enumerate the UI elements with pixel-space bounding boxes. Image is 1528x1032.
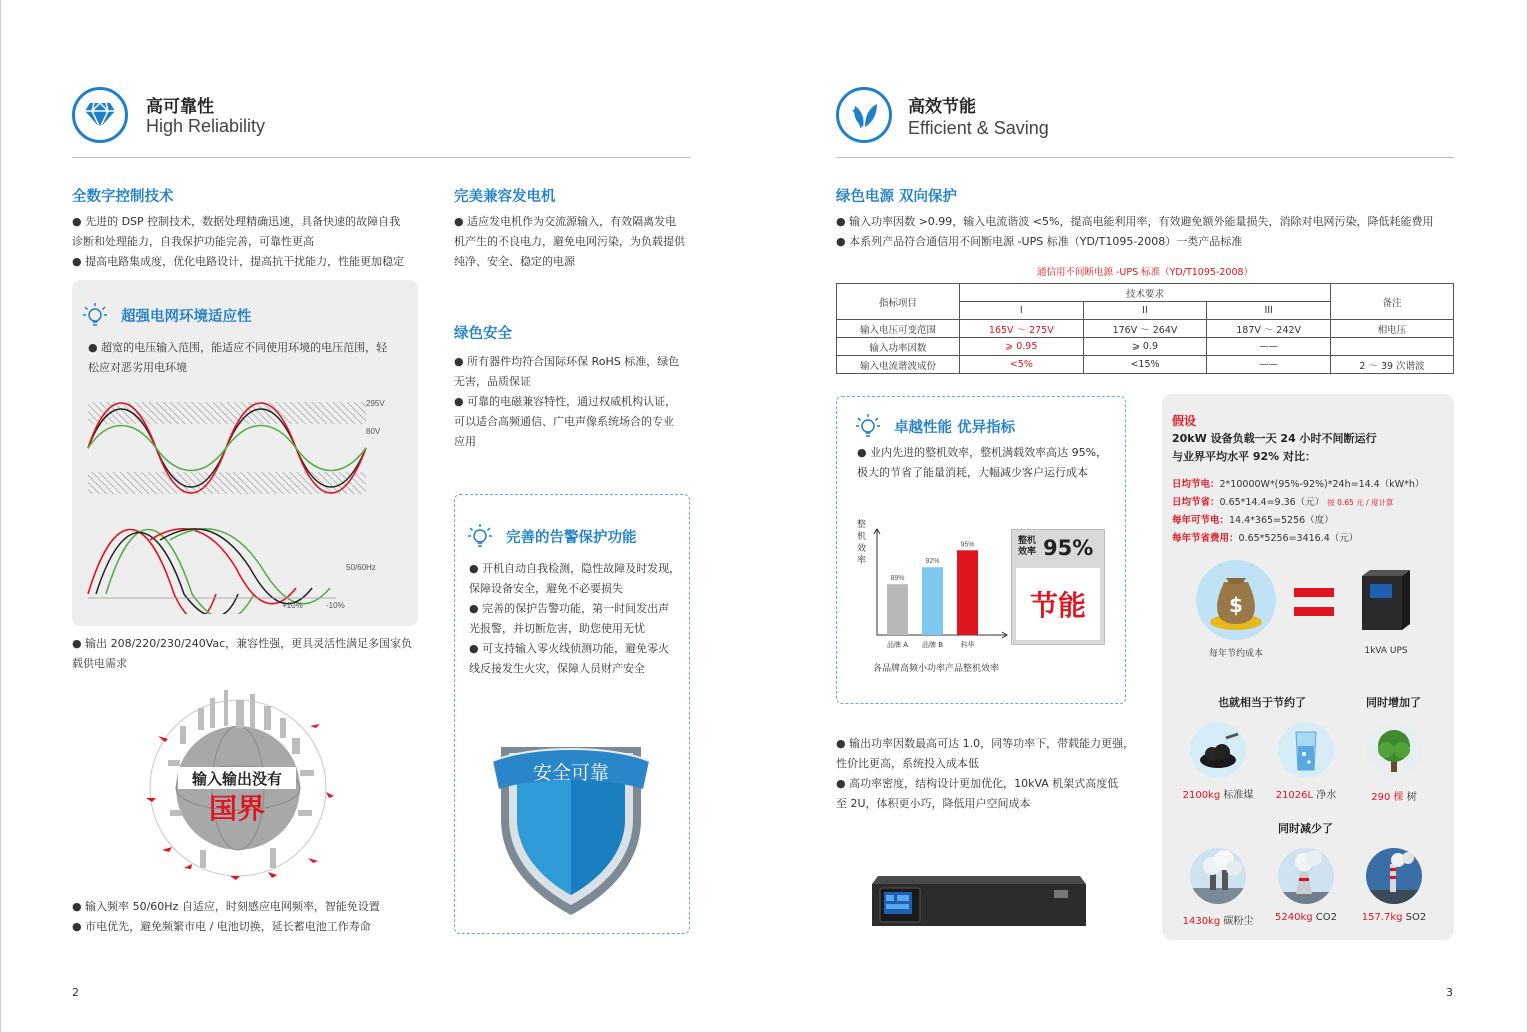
spec-head-c1: I — [960, 302, 1084, 320]
voltage-high-label: 295V — [366, 399, 385, 408]
performance-line: ● 业内先进的整机效率，整机满载效率高达 95%， — [857, 446, 1108, 459]
ups-caption: 1kVA UPS — [1364, 646, 1408, 656]
water-value: 21026L — [1275, 790, 1314, 801]
shield-text: 安全可靠 — [532, 762, 610, 784]
digital-line: 诊断和处理能力，自我保护功能完善，可靠性更高 — [72, 235, 314, 248]
dust-icon — [1190, 848, 1246, 904]
green-safe-line: 应用 — [454, 435, 476, 448]
money-bag-icon — [1196, 560, 1276, 640]
more-line: 性价比更高，系统投入成本低 — [836, 757, 979, 770]
calc-row — [1172, 530, 1358, 544]
calc-key: 日均节省： — [1172, 497, 1220, 508]
alarm-line: ● 可支持输入零火线侦测功能，避免零火 — [469, 642, 670, 655]
co2-caption — [1264, 912, 1348, 923]
badge-value: 95% — [1043, 536, 1094, 560]
spec-cell: 165V ～ 275V — [960, 320, 1084, 338]
frequency-minus-label: -10% — [326, 601, 345, 610]
spec-cell: 相电压 — [1331, 320, 1454, 338]
calc-value: 14.4*365=5256（度） — [1229, 515, 1334, 526]
assume-label: 假设 — [1172, 414, 1197, 428]
calc-key: 每年节省费用： — [1172, 533, 1239, 544]
voltage-wave-graphic — [86, 396, 406, 500]
tree-text: 树 — [1403, 792, 1417, 803]
grid-adapt-line: 松应对恶劣用电环境 — [88, 361, 187, 374]
coal-value: 2100kg — [1182, 790, 1221, 801]
chart-category-label: 品牌 A — [886, 641, 909, 649]
water-icon — [1278, 722, 1334, 778]
green-safe-title: 绿色安全 — [454, 326, 512, 342]
chart-bar — [922, 567, 943, 635]
increase-title: 同时增加了 — [1366, 696, 1421, 709]
generator-text — [454, 212, 694, 272]
frequency-plus-label: +10% — [282, 601, 303, 610]
efficiency-badge — [1011, 529, 1105, 645]
alarm-line: ● 开机自动自我检测，隐性故障及时发现， — [469, 562, 681, 575]
alarm-line: 光报警，并切断危害，助您使用无忧 — [469, 622, 645, 635]
chart-value-label: 95% — [960, 541, 975, 549]
badge-label: 整机效率 — [1018, 536, 1037, 557]
green-power-line: ● 本系列产品符合通信用不间断电源 -UPS 标准（YD/T1095-2008）一类产品标准 — [836, 235, 1243, 248]
spec-cell: ⩾ 0.95 — [960, 338, 1084, 356]
spec-cell — [1331, 338, 1454, 356]
calc-value: 0.65*14.4=9.36（元） — [1219, 497, 1325, 508]
spec-cell: 输入电压可变范围 — [837, 320, 960, 338]
rack-ups-image — [870, 874, 1088, 928]
saving-panel — [1162, 394, 1454, 940]
spec-cell: —— — [1207, 356, 1331, 374]
alarm-title-text: 完善的告警保护功能 — [506, 530, 637, 546]
spec-cell: 187V ～ 242V — [1207, 320, 1331, 338]
left-heading-zh: 高可靠性 — [146, 97, 214, 117]
green-power-text — [836, 212, 1476, 252]
generator-title: 完美兼容发电机 — [454, 189, 556, 205]
output-line: 载供电需求 — [72, 657, 127, 670]
spec-cell: —— — [1207, 338, 1331, 356]
so2-icon — [1366, 848, 1422, 904]
calc-key: 日均节电： — [1172, 479, 1220, 490]
co2-text: CO2 — [1312, 912, 1337, 923]
green-safe-line: 无害，品质保证 — [454, 375, 531, 388]
globe-line1: 输入输出没有 — [191, 770, 283, 788]
alarm-line: 线反接发生火灾，保障人员财产安全 — [469, 662, 645, 675]
spec-head-note: 备注 — [1331, 284, 1454, 320]
alarm-box — [454, 494, 690, 934]
tree-value: 290 棵 — [1371, 792, 1404, 803]
badge-big: 节能 — [1016, 568, 1100, 640]
digital-text — [72, 212, 422, 272]
diamond-icon — [72, 87, 128, 143]
spec-cell: 输入功率因数 — [837, 338, 960, 356]
left-heading-rule — [72, 157, 690, 158]
water-text: 净水 — [1313, 790, 1337, 801]
assume-line1: 20kW 设备负载一天 24 小时不间断运行 — [1172, 432, 1377, 445]
alarm-line: 保障设备安全，避免不必要损失 — [469, 582, 623, 595]
globe-graphic — [140, 680, 340, 890]
lightbulb-icon — [467, 523, 493, 553]
output-text — [72, 634, 422, 674]
green-safe-line: 可以适合高频通信、广电声像系统场合的专业 — [454, 415, 674, 428]
grid-adapt-text — [88, 338, 408, 378]
page-number-left: 2 — [72, 986, 79, 999]
performance-title-text: 卓越性能 优异指标 — [894, 420, 1016, 436]
green-power-title: 绿色电源 双向保护 — [836, 189, 958, 205]
chart-bar — [957, 550, 978, 635]
calc-row — [1172, 494, 1393, 508]
spec-table-caption: 通信用不间断电源 -UPS 标准（YD/T1095-2008） — [1036, 267, 1254, 278]
svg-text:$: $ — [1229, 593, 1243, 617]
right-heading-rule — [836, 157, 1454, 158]
voltage-low-label: 80V — [366, 427, 381, 436]
so2-caption — [1352, 912, 1436, 923]
spec-head-c3: III — [1207, 302, 1331, 320]
spec-cell: 2 ～ 39 次谐波 — [1331, 356, 1454, 374]
generator-line: 纯净、安全、稳定的电源 — [454, 255, 575, 268]
performance-line: 极大的节省了能量消耗，大幅减少客户运行成本 — [857, 466, 1088, 479]
digital-title: 全数字控制技术 — [72, 189, 174, 205]
dust-caption — [1176, 912, 1260, 927]
equals-icon — [1294, 588, 1334, 616]
grid-adapt-line: ● 超宽的电压输入范围，能适应不同使用环境的电压范围，轻 — [88, 341, 388, 354]
coal-caption — [1176, 786, 1260, 801]
frequency-wave-graphic — [86, 528, 406, 614]
more-line: 至 2U，体积更小巧，降低用户空间成本 — [836, 797, 1031, 810]
chart-value-label: 92% — [925, 558, 940, 566]
coal-icon — [1190, 722, 1246, 778]
performance-box — [836, 396, 1126, 704]
green-power-line: ● 输入功率因数 >0.99，输入电流谐波 <5%，提高电能利用率，有效避免额外能量损失，消除对电网污染，降低耗能费用 — [836, 215, 1434, 228]
chart-title: 各品牌高频小功率产品整机效率 — [873, 664, 1000, 674]
spec-head-item: 指标项目 — [837, 284, 960, 320]
calc-note: 按 0.65 元 / 度计算 — [1327, 498, 1394, 507]
spec-cell: 输入电流谐波成份 — [837, 356, 960, 374]
table-row — [837, 338, 1454, 356]
chart-value-label: 89% — [890, 575, 905, 583]
spec-cell: <5% — [960, 356, 1084, 374]
dust-value: 1430kg — [1182, 916, 1221, 927]
grid-adapt-box — [72, 280, 418, 626]
alarm-title — [467, 523, 637, 553]
right-heading-en: Efficient & Saving — [908, 118, 1049, 138]
reduce-title: 同时减少了 — [1278, 822, 1333, 835]
money-caption: 每年节约成本 — [1208, 649, 1263, 659]
so2-text: SO2 — [1402, 912, 1427, 923]
equal-title: 也就相当于节约了 — [1218, 696, 1306, 709]
generator-line: 机产生的不良电力，避免电网污染，为负载提供 — [454, 235, 685, 248]
spec-head-c2: II — [1083, 302, 1207, 320]
chart-bar — [887, 584, 908, 635]
output-line: ● 输出 208/220/230/240Vac，兼容性强，更具灵活性满足多国家负 — [72, 637, 413, 650]
more-text — [836, 734, 1136, 814]
bottom-text — [72, 897, 432, 937]
grid-adapt-title — [82, 302, 252, 332]
grid-adapt-title-text: 超强电网环境适应性 — [121, 309, 252, 325]
spec-cell: <15% — [1083, 356, 1207, 374]
page-number-right: 3 — [1446, 986, 1453, 999]
lightbulb-icon — [855, 413, 881, 443]
co2-value: 5240kg — [1275, 912, 1313, 923]
right-heading-zh: 高效节能 — [908, 97, 976, 117]
chart-category-label: 科华 — [960, 641, 975, 649]
shield-graphic — [491, 739, 651, 919]
alarm-line: ● 完善的保护告警功能，第一时间发出声 — [469, 602, 670, 615]
calc-value: 0.65*5256=3416.4（元） — [1238, 533, 1359, 544]
leaf-icon — [836, 87, 892, 143]
performance-title — [855, 413, 1015, 443]
digital-line: ● 提高电路集成度，优化电路设计，提高抗干扰能力，性能更加稳定 — [72, 255, 405, 268]
green-safe-line: ● 可靠的电磁兼容特性，通过权威机构认证， — [454, 395, 677, 408]
calc-row — [1172, 512, 1334, 526]
assume-line2: 与业界平均水平 92% 对比： — [1172, 450, 1316, 463]
green-safe-line: ● 所有器件均符合国际环保 RoHS 标准，绿色 — [454, 355, 680, 368]
chart-category-label: 品牌 B — [921, 641, 944, 649]
so2-value: 157.7kg — [1361, 912, 1403, 923]
spec-head-req: 技术要求 — [960, 284, 1331, 302]
globe-line2: 国界 — [208, 792, 266, 825]
tree-caption — [1352, 788, 1436, 803]
calc-row — [1172, 476, 1424, 490]
tower-ups-image — [1358, 568, 1414, 632]
spec-cell: ⩾ 0.9 — [1083, 338, 1207, 356]
spec-table — [836, 283, 1454, 374]
more-line: ● 输出功率因数最高可达 1.0，同等功率下，带载能力更强， — [836, 737, 1135, 750]
more-line: ● 高功率密度，结构设计更加优化，10kVA 机架式高度低 — [836, 777, 1119, 790]
alarm-text — [469, 559, 685, 679]
digital-line: ● 先进的 DSP 控制技术，数据处理精确迅速，具备快速的故障自我 — [72, 215, 401, 228]
lightbulb-icon — [82, 302, 108, 332]
calc-value: 2*10000W*(95%-92%)*24h=14.4（kW*h） — [1219, 479, 1425, 490]
efficiency-chart — [871, 523, 1011, 653]
calc-key: 每年可节电： — [1172, 515, 1230, 526]
water-caption — [1264, 786, 1348, 801]
co2-icon — [1278, 848, 1334, 904]
bottom-line: ● 市电优先，避免频繁市电 / 电池切换，延长蓄电池工作寿命 — [72, 920, 371, 933]
spec-cell: 176V ～ 264V — [1083, 320, 1207, 338]
bottom-line: ● 输入频率 50/60Hz 自适应，时刻感应电网频率，智能免设置 — [72, 900, 380, 913]
generator-line: ● 适应发电机作为交流源输入，有效隔离发电 — [454, 215, 677, 228]
dust-text: 碳粉尘 — [1220, 916, 1254, 927]
table-row — [837, 320, 1454, 338]
chart-ylabel: 整机效率 — [857, 520, 867, 566]
table-row — [837, 356, 1454, 374]
green-safe-text — [454, 352, 694, 452]
performance-text — [857, 443, 1123, 483]
left-heading-en: High Reliability — [146, 116, 266, 136]
tree-icon — [1366, 722, 1422, 778]
frequency-label: 50/60Hz — [346, 563, 376, 572]
coal-text: 标准煤 — [1220, 790, 1254, 801]
